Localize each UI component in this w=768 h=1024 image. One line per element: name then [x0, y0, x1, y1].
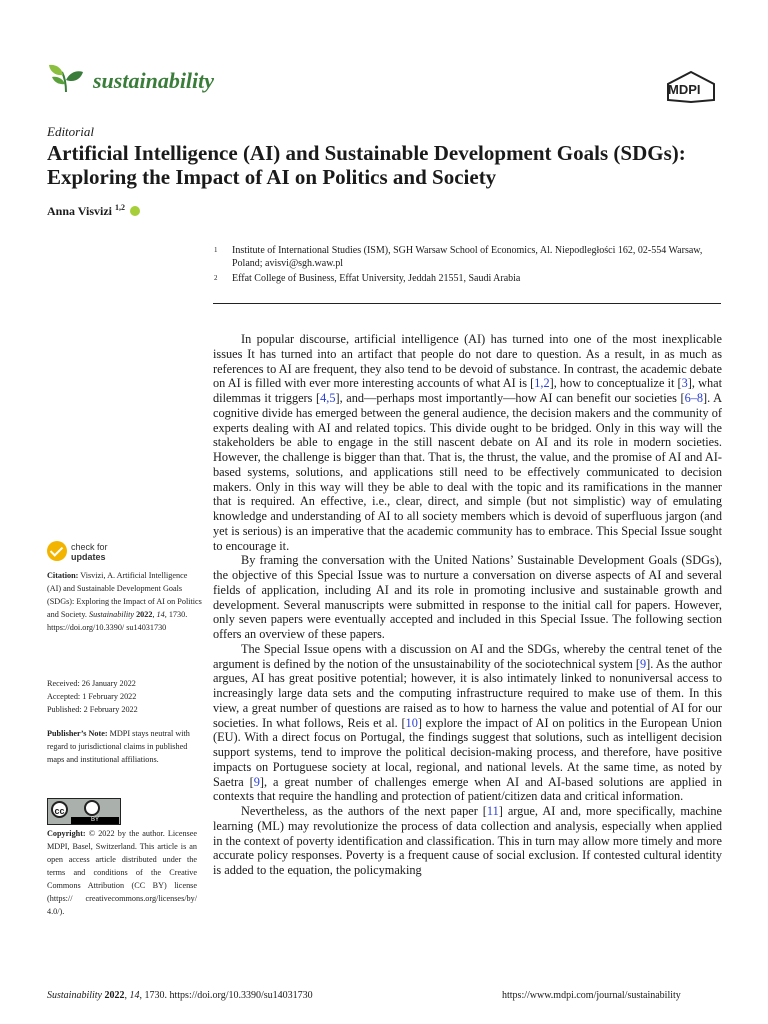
- author-line: [47, 203, 140, 219]
- affiliation-text: Effat College of Business, Effat University, Jeddah 21551, Saudi Arabia: [232, 273, 521, 284]
- reference-link[interactable]: 4,5: [320, 391, 336, 405]
- attribution-person-icon: [84, 800, 100, 816]
- affiliation-1: [0, 244, 768, 274]
- citation-doi-link[interactable]: 1730. https://doi.org/10.3390/ su14031730: [47, 610, 188, 632]
- article-title: Artificial Intelligence (AI) and Sustainable Development Goals (SDGs): Exploring the Impact of AI on Politics and Society: [47, 141, 686, 189]
- sustainability-leaf-logo-icon: [48, 62, 84, 94]
- reference-link[interactable]: 9: [253, 774, 260, 789]
- dates-block: [47, 677, 202, 716]
- author-affiliation-numbers: 1,2: [115, 203, 126, 212]
- paragraph-2: By framing the conversation with the United Nations’ Sustainable Development Goals (SDGs), the objective of this Special Issue was to nurture a conversation on diverse aspects of AI and several fields of application, including AI and its role in promoting inclusive and sustainable growth and development. Several manuscripts were submitted in response to the initial call for papers. However, only seven papers were eventually accepted and included in this Special Issue. The following section offers an overview of these papers.: [213, 553, 722, 641]
- affiliation-text: Institute of International Studies (ISM), SGH Warsaw School of Economics, Al. Niepodległości 162, 02-554 Warsaw, Poland; avisvi@sgh.waw.pl: [232, 245, 703, 269]
- reference-link[interactable]: 6–8: [684, 391, 704, 405]
- citation-block: Citation: Visvizi, A. Artificial Intelligence (AI) and Sustainable Development Goals (SDGs): Exploring the Impact of AI on Politics and Society. Sustainability 2022, 14, 1730. https://doi.org/10.3390/ su14031730: [47, 571, 202, 632]
- checkmark-icon: [47, 541, 67, 561]
- article-type: Editorial: [47, 124, 94, 139]
- publisher-name: MDPI: [668, 82, 701, 97]
- footer-journal-url[interactable]: https://www.mdpi.com/journal/sustainability: [502, 990, 681, 1001]
- header-divider: [213, 303, 721, 304]
- reference-link[interactable]: 10: [405, 715, 418, 730]
- copyright-block: Copyright: © 2022 by the author. Licensee MDPI, Basel, Switzerland. This article is an open access article distributed under the terms and conditions of the Creative Commons Attribution (CC BY) license (https:// creativecommons.org/licenses/by/ 4.0/).: [47, 829, 197, 916]
- reference-link[interactable]: 11: [486, 804, 499, 818]
- accepted-date: Accepted: 1 February 2022: [47, 692, 137, 701]
- affiliation-number: 2: [214, 274, 218, 282]
- received-date: Received: 26 January 2022: [47, 679, 136, 688]
- creative-commons-icon: cc: [51, 801, 68, 818]
- paragraph-4: Nevertheless, as the authors of the next paper [11] argue, AI and, more specifically, machine learning (ML) may revolutionize the process of data collection and analysis, especially when applied in the context of poverty identification and classification. This in turn may allow more timely and more accurate policy responses. Poverty is a frequent cause of social exclusion. If contested cultural identity is added to the equation, the policymaking: [213, 804, 723, 877]
- journal-name: sustainability: [93, 68, 215, 93]
- reference-link[interactable]: 1,2: [534, 376, 550, 391]
- footer-citation: Sustainability 2022, 14, 1730. https://doi.org/10.3390/su14031730: [47, 990, 313, 1001]
- paragraph-1: In popular discourse, artificial intelligence (AI) has turned into one of the most inexplicable issues It has turned into an artifact that people do not dare to question. As a result, in as much as references to AI are frequent, they also tend to be devoid of substance. In contrast, the academic debate on AI is filled with ever more interesting accounts of what AI is [1,2], how to conceptualize it [3], what dilemmas it triggers [4,5], and—perhaps most importantly—how AI can benefit our societies [6–8]. A cognitive divide has emerged between the general audience, the decision makers and the community of experts dealing with AI and related topics. This divide ought to be bridged. Only in this way will the stakeholders be able to engage in the still nascent debate on AI and its role in modern societies. However, the challenge is bigger than that. That is, the thrust, the value, and the promise of AI and AI-based systems, solutions, and applications still need to be effectively communicated to decision makers. Only in this way will they be able to deal with the topic and its ramifications in the manner that is required. An effective, i.e., clear, direct, and simple (but not simplistic) way of emulating knowledge and understanding of AI to all society members which is devoid of superfluous jargon (and yet is serious) is an imperative that the academic community has to embrace. This Special Issue sought to encourage it.: [213, 332, 722, 553]
- article-body: [213, 332, 722, 878]
- check-updates-label: check for updates: [71, 542, 108, 562]
- reference-link[interactable]: 3: [681, 376, 688, 391]
- reference-link[interactable]: 9: [640, 656, 647, 671]
- cc-by-license-badge[interactable]: [47, 798, 121, 825]
- paragraph-3: The Special Issue opens with a discussion on AI and the SDGs, whereby the central tenet of the argument is defined by the notion of the unsustainability of the sociotechnical system [9]. As the author argues, AI has great positive potential; however, it is also intimately linked to nonuniversal access to increasingly large data sets and the computing infrastructure required to make use of them. In this view, a great number of questions are raised as to how to harness the value and potential of AI for our societies. In what follows, Reis et al. [10] explore the impact of AI on politics in the European Union (EU). With a direct focus on Portugal, the findings suggest that solutions, such as intelligent decision support systems, tend to improve the political decision-making process, and therefore, have positive impacts on Portuguese society at local, regional, and national levels. At the same time, as noted by Saetra [9], a great number of challenges emerge when AI and AI-based solutions are applied in contexts that require the handling and protection of patient/citizen data and critical information.: [213, 641, 723, 804]
- check-for-updates-button[interactable]: [47, 540, 157, 564]
- orcid-icon[interactable]: [130, 206, 140, 216]
- affiliation-number: 1: [214, 246, 218, 254]
- by-label: BY: [71, 817, 119, 824]
- author-name[interactable]: Anna Visvizi: [47, 204, 113, 218]
- publisher-note: Publisher’s Note: MDPI stays neutral with regard to jurisdictional claims in published maps and institutional affiliations.: [47, 729, 190, 764]
- published-date: Published: 2 February 2022: [47, 705, 138, 714]
- affiliation-2: [0, 272, 768, 288]
